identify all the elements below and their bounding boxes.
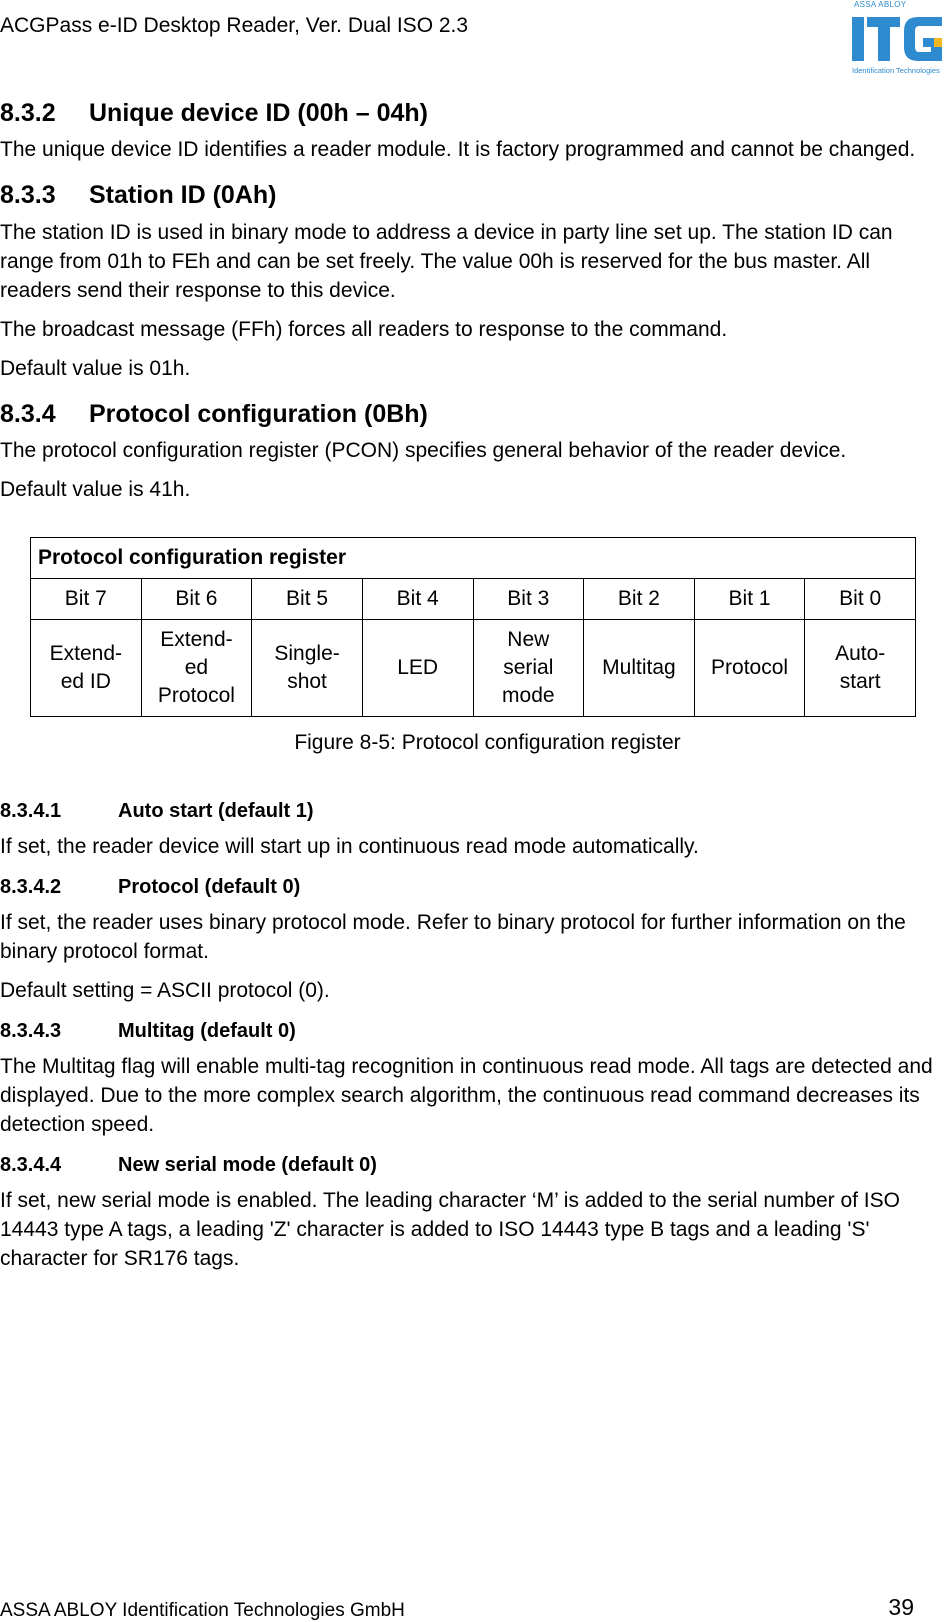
table-row — [31, 578, 916, 619]
page-header: ACGPass e-ID Desktop Reader, Ver. Dual ISO 2.3 — [0, 14, 469, 37]
bit-name-multitag: Multitag — [584, 619, 695, 716]
paragraph: The broadcast message (FFh) forces all readers to response to the command. — [0, 317, 728, 341]
footer-company: ASSA ABLOY Identification Technologies GmbH — [0, 1600, 405, 1621]
itg-logo — [852, 0, 945, 78]
bit-label: Bit 5 — [252, 578, 363, 619]
paragraph: The Multitag flag will enable multi-tag recognition in continuous read mode. All tags are detected and displayed. Due to the more complex search algorithm, the continuous read command decreases its detection speed. — [0, 1054, 933, 1136]
paragraph: The unique device ID identifies a reader module. It is factory programmed and cannot be changed. — [0, 138, 916, 162]
paragraph: If set, the reader uses binary protocol mode. Refer to binary protocol for further information on the binary protocol format. — [0, 910, 906, 963]
table-row — [31, 619, 916, 716]
paragraph: Default setting = ASCII protocol (0). — [0, 978, 330, 1002]
bit-name-new-serial-mode: New serial mode — [473, 619, 584, 716]
bit-name-auto-start: Auto- start — [805, 619, 916, 716]
subsection-heading-8-3-4-1: 8.3.4.1 Auto start (default 1) — [0, 799, 314, 822]
section-heading-8-3-3: 8.3.3 Station ID (0Ah) — [0, 181, 277, 210]
section-heading-8-3-2: 8.3.2 Unique device ID (00h – 04h) — [0, 99, 428, 127]
paragraph: Default value is 01h. — [0, 356, 191, 380]
bit-label: Bit 0 — [805, 578, 916, 619]
paragraph: Default value is 41h. — [0, 477, 191, 501]
itg-logo-mark — [852, 14, 944, 64]
paragraph: The station ID is used in binary mode to address a device in party line set up. The station ID can range from 01h to FEh and can be set freely. The value 00h is reserved for the bus master. All readers send their response to this device. — [0, 220, 893, 302]
logo-brand: ASSA ABLOY — [854, 0, 907, 9]
subsection-heading-8-3-4-2: 8.3.4.2 Protocol (default 0) — [0, 875, 301, 898]
table-title: Protocol configuration register — [31, 537, 916, 578]
paragraph: The protocol configuration register (PCON) specifies general behavior of the reader device. — [0, 438, 847, 462]
bit-label: Bit 1 — [694, 578, 805, 619]
logo-subtitle: Identification Technologies — [852, 66, 940, 75]
subsection-heading-8-3-4-4: 8.3.4.4 New serial mode (default 0) — [0, 1153, 377, 1176]
bit-label: Bit 6 — [141, 578, 252, 619]
protocol-config-register-table — [30, 537, 916, 717]
bit-label: Bit 3 — [473, 578, 584, 619]
section-heading-8-3-4: 8.3.4 Protocol configuration (0Bh) — [0, 399, 428, 428]
bit-name-extended-id: Extend- ed ID — [31, 619, 142, 716]
bit-name-protocol: Protocol — [694, 619, 805, 716]
page-number: 39 — [888, 1594, 914, 1620]
bit-label: Bit 4 — [362, 578, 473, 619]
bit-label: Bit 7 — [31, 578, 142, 619]
bit-label: Bit 2 — [584, 578, 695, 619]
figure-caption: Figure 8-5: Protocol configuration register — [294, 730, 681, 754]
page-content — [0, 98, 945, 1283]
paragraph: If set, the reader device will start up in continuous read mode automatically. — [0, 834, 699, 858]
paragraph: If set, new serial mode is enabled. The leading character ‘M’ is added to the serial number of ISO 14443 type A tags, a leading 'Z' character is added to ISO 14443 type B tags and a leading 'S' character for SR176 tags. — [0, 1188, 900, 1270]
bit-name-led: LED — [362, 619, 473, 716]
bit-name-extended-protocol: Extend- ed Protocol — [141, 619, 252, 716]
subsection-heading-8-3-4-3: 8.3.4.3 Multitag (default 0) — [0, 1019, 296, 1042]
bit-name-single-shot: Single- shot — [252, 619, 363, 716]
